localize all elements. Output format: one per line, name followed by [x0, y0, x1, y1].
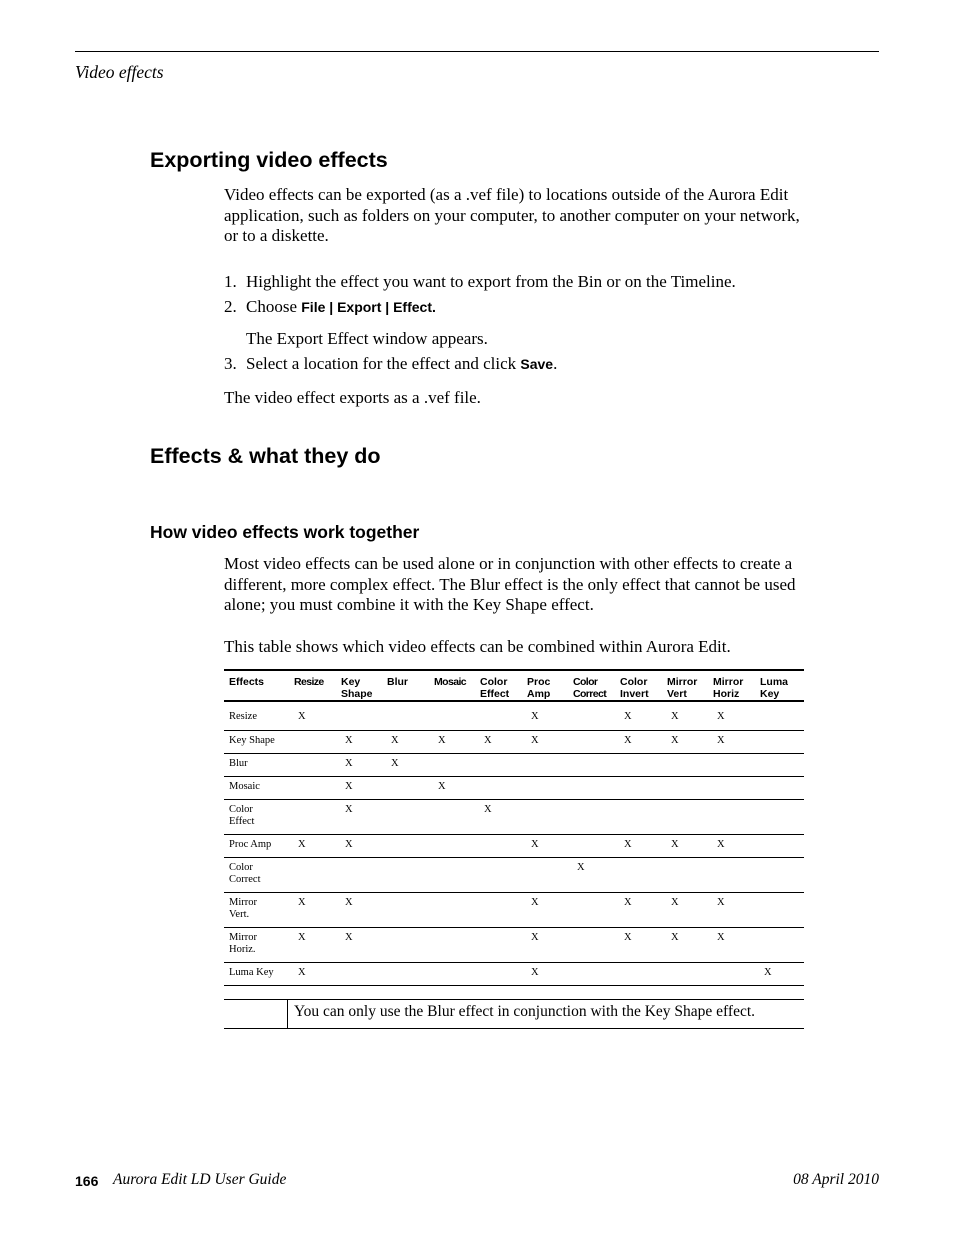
- note-top-rule: [224, 999, 804, 1000]
- row-effect-name: [224, 857, 289, 892]
- compat-cell: [568, 834, 615, 857]
- compat-cell: [336, 962, 382, 985]
- step-3: [224, 354, 557, 374]
- compat-cell: [289, 799, 336, 834]
- compat-cell: X: [522, 892, 568, 927]
- compat-cell: [522, 753, 568, 776]
- column-header: [522, 670, 568, 701]
- column-header-line1: Proc: [527, 676, 551, 688]
- footer-date: 08 April 2010: [793, 1171, 879, 1188]
- heading-effects-what-they-do: Effects & what they do: [150, 444, 381, 468]
- compat-cell: X: [289, 927, 336, 962]
- compat-cell: [336, 857, 382, 892]
- column-header-line1: Resize: [294, 676, 324, 688]
- column-header-line1: Blur: [387, 676, 408, 688]
- compat-cell: [615, 799, 662, 834]
- row-effect-name: [224, 892, 289, 927]
- compat-cell: X: [475, 730, 522, 753]
- compat-cell: [475, 707, 522, 730]
- column-header-line2: Key: [760, 688, 780, 700]
- table-row: [224, 962, 804, 985]
- note-text: You can only use the Blur effect in conjunction with the Key Shape effect.: [294, 1003, 756, 1020]
- column-header: [475, 670, 522, 701]
- row-label-line1: Key Shape: [229, 734, 275, 746]
- column-header: [615, 670, 662, 701]
- row-label-line1: Blur: [229, 757, 248, 769]
- table-row: [224, 834, 804, 857]
- compat-cell: X: [336, 753, 382, 776]
- column-header: [755, 670, 804, 701]
- table-row: [224, 753, 804, 776]
- compat-cell: [708, 857, 755, 892]
- compat-cell: [382, 776, 429, 799]
- table-row: [224, 707, 804, 730]
- compat-cell: X: [708, 730, 755, 753]
- compat-cell: X: [429, 730, 475, 753]
- compat-cell: [429, 892, 475, 927]
- heading-how-effects-work-together: How video effects work together: [150, 522, 420, 542]
- compat-cell: [382, 799, 429, 834]
- compat-cell: X: [336, 776, 382, 799]
- compat-cell: [475, 857, 522, 892]
- compat-cell: [662, 962, 708, 985]
- compat-cell: [708, 799, 755, 834]
- table-row: [224, 776, 804, 799]
- row-effect-name: [224, 962, 289, 985]
- step-number: 3.: [224, 354, 237, 373]
- compat-cell: X: [522, 730, 568, 753]
- compat-cell: [615, 857, 662, 892]
- table-row: [224, 927, 804, 962]
- column-header: [336, 670, 382, 701]
- row-label-line1: Luma Key: [229, 966, 274, 978]
- step-period: .: [553, 354, 558, 373]
- compat-cell: [475, 962, 522, 985]
- compat-cell: [568, 962, 615, 985]
- compat-cell: [708, 776, 755, 799]
- column-header-line1: Mirror: [713, 676, 744, 688]
- compat-cell: [382, 962, 429, 985]
- compat-cell: [662, 857, 708, 892]
- table-intro-paragraph: This table shows which video effects can be combined within Aurora Edit.: [224, 637, 731, 656]
- step-text: Choose: [246, 297, 302, 316]
- row-effect-name: [224, 753, 289, 776]
- compat-cell: [568, 892, 615, 927]
- export-outro-paragraph: The video effect exports as a .vef file.: [224, 388, 481, 407]
- step-2-result: The Export Effect window appears.: [246, 329, 488, 348]
- column-header: [662, 670, 708, 701]
- compat-cell: X: [708, 892, 755, 927]
- compat-cell: [429, 799, 475, 834]
- together-paragraph: Most video effects can be used alone or in conjunction with other effects to create a different, more complex effect. The Blur effect is the only effect that cannot be used alone; you must combine it with the Key Shape effect.: [224, 554, 796, 615]
- column-header-line1: Color: [620, 676, 648, 688]
- table-header-row: [224, 670, 804, 701]
- compat-cell: [755, 730, 804, 753]
- step-2: [224, 297, 436, 317]
- compat-cell: [755, 892, 804, 927]
- step-1: [224, 272, 736, 292]
- compat-cell: X: [615, 707, 662, 730]
- compat-cell: [382, 707, 429, 730]
- compat-cell: [755, 776, 804, 799]
- compat-cell: X: [429, 776, 475, 799]
- column-header: [429, 670, 475, 701]
- compat-cell: [755, 927, 804, 962]
- heading-exporting-video-effects: Exporting video effects: [150, 148, 388, 172]
- compat-cell: [708, 962, 755, 985]
- compat-cell: X: [289, 707, 336, 730]
- row-label-line1: Mirror: [229, 931, 257, 943]
- step-text: Highlight the effect you want to export from the Bin or on the Timeline.: [246, 272, 736, 291]
- compat-cell: X: [336, 892, 382, 927]
- row-label-line2: Correct: [229, 873, 261, 885]
- column-header: [568, 670, 615, 701]
- compat-cell: [429, 962, 475, 985]
- row-effect-name: [224, 799, 289, 834]
- table-row: [224, 730, 804, 753]
- compat-cell: [475, 834, 522, 857]
- compat-cell: X: [662, 707, 708, 730]
- column-header: [382, 670, 429, 701]
- save-button-name: Save: [520, 356, 554, 372]
- compat-cell: [522, 776, 568, 799]
- row-label-line1: Mosaic: [229, 780, 260, 792]
- compat-cell: [568, 776, 615, 799]
- row-label-line2: Vert.: [229, 908, 250, 920]
- column-header-line2: Amp: [527, 688, 551, 700]
- compat-cell: [522, 857, 568, 892]
- compat-cell: [755, 857, 804, 892]
- table-row: [224, 857, 804, 892]
- compat-cell: X: [662, 834, 708, 857]
- note-bottom-rule: [224, 1028, 804, 1029]
- compat-cell: [336, 707, 382, 730]
- compat-cell: [475, 892, 522, 927]
- step-text: Select a location for the effect and click: [246, 354, 521, 373]
- compat-cell: [662, 776, 708, 799]
- compat-cell: [755, 707, 804, 730]
- compat-cell: [382, 857, 429, 892]
- row-label-line1: Color: [229, 861, 253, 873]
- compat-cell: X: [615, 834, 662, 857]
- compat-cell: [429, 707, 475, 730]
- compat-cell: [522, 799, 568, 834]
- column-header: [708, 670, 755, 701]
- compat-cell: [429, 857, 475, 892]
- compat-cell: [568, 927, 615, 962]
- column-header-line1: Color: [480, 676, 508, 688]
- row-label-line2: Horiz.: [229, 943, 256, 955]
- column-header-line1: Effects: [229, 676, 265, 688]
- row-label-line2: Effect: [229, 815, 255, 827]
- column-header-line2: Invert: [620, 688, 649, 700]
- compat-cell: [475, 753, 522, 776]
- column-header-line1: Color: [573, 676, 598, 688]
- table-row: [224, 892, 804, 927]
- column-header-line1: Luma: [760, 676, 789, 688]
- row-effect-name: [224, 776, 289, 799]
- compat-cell: X: [615, 927, 662, 962]
- compat-cell: [475, 927, 522, 962]
- column-header-line2: Vert: [667, 688, 687, 700]
- compat-cell: [475, 776, 522, 799]
- compat-cell: X: [336, 834, 382, 857]
- compat-cell: [568, 753, 615, 776]
- compat-cell: [289, 857, 336, 892]
- compat-cell: X: [662, 892, 708, 927]
- column-header-line1: Mirror: [667, 676, 698, 688]
- compat-cell: X: [615, 892, 662, 927]
- column-header: [289, 670, 336, 701]
- compat-cell: [755, 834, 804, 857]
- compat-cell: X: [522, 962, 568, 985]
- compat-cell: X: [522, 707, 568, 730]
- compat-cell: X: [708, 707, 755, 730]
- step-number: 1.: [224, 272, 237, 291]
- table-body: [224, 701, 804, 1001]
- column-header-line2: Effect: [480, 688, 510, 700]
- compat-cell: [382, 927, 429, 962]
- compat-cell: X: [708, 834, 755, 857]
- compat-cell: X: [336, 799, 382, 834]
- compat-cell: X: [568, 857, 615, 892]
- column-header-line2: Horiz: [713, 688, 740, 700]
- row-effect-name: [224, 927, 289, 962]
- effects-combination-table: [224, 669, 804, 1001]
- column-header-line1: Key: [341, 676, 361, 688]
- compat-cell: [429, 753, 475, 776]
- compat-cell: X: [522, 834, 568, 857]
- row-label-line1: Mirror: [229, 896, 257, 908]
- compat-cell: [568, 730, 615, 753]
- compat-cell: [708, 753, 755, 776]
- compat-cell: X: [336, 730, 382, 753]
- compat-cell: [382, 834, 429, 857]
- compat-cell: [382, 892, 429, 927]
- compat-cell: X: [522, 927, 568, 962]
- row-effect-name: [224, 834, 289, 857]
- compat-cell: X: [289, 892, 336, 927]
- compat-cell: [429, 834, 475, 857]
- compat-cell: X: [662, 927, 708, 962]
- compat-cell: X: [615, 730, 662, 753]
- compat-cell: X: [662, 730, 708, 753]
- compat-cell: X: [755, 962, 804, 985]
- table-row: [224, 799, 804, 834]
- compat-cell: [568, 799, 615, 834]
- row-effect-name: [224, 707, 289, 730]
- footer-doc-title: Aurora Edit LD User Guide: [113, 1171, 287, 1188]
- compat-cell: [615, 753, 662, 776]
- row-label-line1: Color: [229, 803, 253, 815]
- running-header: Video effects: [75, 62, 164, 82]
- column-header-line1: Mosaic: [434, 676, 466, 688]
- compat-cell: [662, 753, 708, 776]
- compat-cell: X: [475, 799, 522, 834]
- compat-cell: X: [289, 962, 336, 985]
- compat-cell: [429, 927, 475, 962]
- row-label-line1: Resize: [229, 711, 257, 722]
- column-header: [224, 670, 289, 701]
- header-rule: [75, 51, 879, 52]
- compat-cell: [662, 799, 708, 834]
- compat-cell: [755, 753, 804, 776]
- compat-cell: [289, 730, 336, 753]
- compat-cell: X: [382, 730, 429, 753]
- column-header-line2: Correct: [573, 688, 607, 700]
- compat-cell: X: [382, 753, 429, 776]
- compat-cell: X: [708, 927, 755, 962]
- export-intro-paragraph: Video effects can be exported (as a .vef file) to locations outside of the Aurora Edit application, such as folders on your computer, to another computer on your network, or to a diskette.: [224, 185, 800, 246]
- menu-path: File | Export | Effect.: [301, 299, 436, 315]
- compat-cell: [289, 753, 336, 776]
- column-header-line2: Shape: [341, 688, 373, 700]
- note-divider: [287, 999, 288, 1029]
- compat-cell: [615, 776, 662, 799]
- compat-cell: [568, 707, 615, 730]
- compat-cell: [289, 776, 336, 799]
- step-number: 2.: [224, 297, 237, 316]
- page-number: 166: [75, 1173, 99, 1189]
- compat-cell: X: [289, 834, 336, 857]
- row-label-line1: Proc Amp: [229, 838, 272, 850]
- row-effect-name: [224, 730, 289, 753]
- compat-cell: [755, 799, 804, 834]
- compat-cell: [615, 962, 662, 985]
- compat-cell: X: [336, 927, 382, 962]
